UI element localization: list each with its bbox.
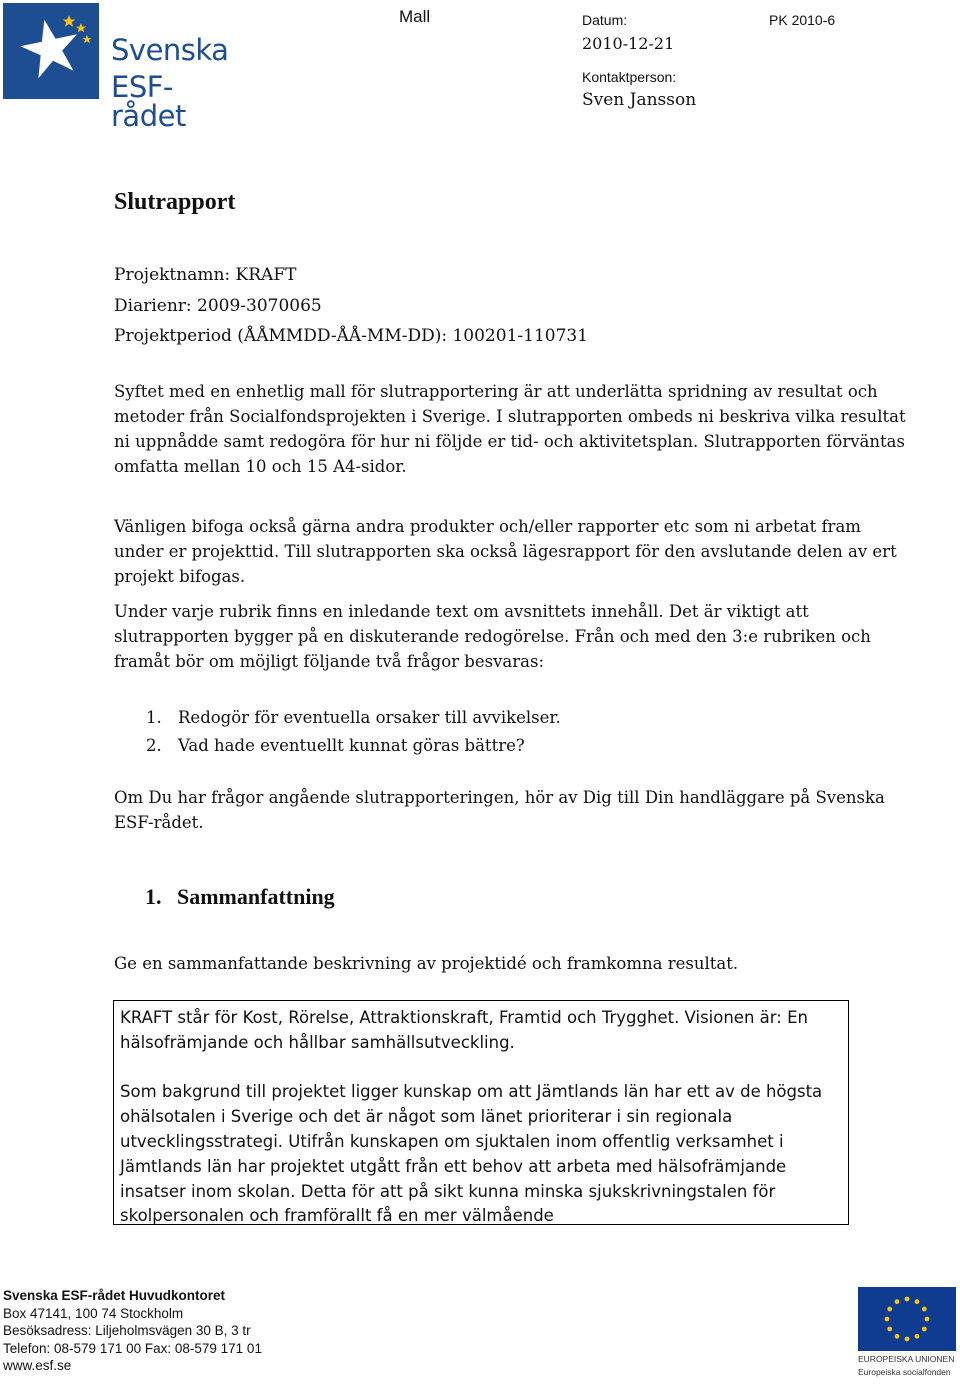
esf-logo bbox=[3, 3, 235, 133]
footer-phone: Telefon: 08-579 171 00 Fax: 08-579 171 01 bbox=[3, 1340, 262, 1356]
eu-caption-line1: EUROPEISKA UNIONEN bbox=[858, 1354, 955, 1364]
page-title: Slutrapport bbox=[114, 189, 236, 215]
section-number: 1. bbox=[145, 884, 162, 909]
project-name: Projektnamn: KRAFT bbox=[114, 265, 297, 285]
answer-paragraph: Som bakgrund till projektet ligger kunskap om att Jämtlands län har ett av de högsta ohälsotalen i Sverige och det är något som länet prioriterar i sin regionala utvecklingsstrategi. Utifrån kunskapen om sjuktalen inom offentlig verksamhet i Jämtlands län har projektet utgått från ett behov att arbeta med hälsofrämjande insatser inom skolan. Detta för att på sikt kunna minska sjukskrivningstalen för skolpersonalen och framförallt få en mer välmående bbox=[120, 1082, 823, 1225]
list-item-text: Redogör för eventuella orsaker till avvikelser. bbox=[178, 708, 561, 727]
intro-paragraph: Vänligen bifoga också gärna andra produkter och/eller rapporter etc som ni arbetat fram under er projekttid. Till slutrapporten ska också lägesrapport för den avslutande delen av ert projekt bifogas. bbox=[114, 517, 897, 586]
footer-address bbox=[3, 1287, 262, 1375]
eu-caption-line2: Europeiska socialfonden bbox=[858, 1367, 951, 1377]
section-title: Sammanfattning bbox=[177, 884, 335, 909]
footer-web: www.esf.se bbox=[3, 1358, 72, 1374]
footer-box: Box 47141, 100 74 Stockholm bbox=[3, 1305, 184, 1321]
answer-paragraph: KRAFT står för Kost, Rörelse, Attraktionskraft, Framtid och Trygghet. Visionen är: En hälsofrämjande och hållbar samhällsutveckling. bbox=[120, 1008, 808, 1052]
answer-textbox[interactable] bbox=[113, 1000, 849, 1225]
logo-text-line1: Svenska bbox=[111, 33, 229, 67]
project-period: Projektperiod (ÅÅMMDD-ÅÅ-MM-DD): 100201-110731 bbox=[114, 326, 589, 346]
star-logo-icon bbox=[3, 3, 99, 99]
eu-flag-icon bbox=[858, 1287, 956, 1351]
section-heading bbox=[145, 884, 335, 910]
eu-logo bbox=[858, 1287, 958, 1377]
contact-paragraph: Om Du har frågor angående slutrapporteringen, hör av Dig till Din handläggare på Svenska ESF-rådet. bbox=[114, 788, 885, 832]
logo-text-line2: ESF-rådet bbox=[111, 70, 186, 133]
list-item-number: 1. bbox=[146, 708, 162, 727]
registration-number: Diarienr: 2009-3070065 bbox=[114, 296, 322, 316]
contact-label: Kontaktperson: bbox=[582, 69, 677, 85]
template-label: Mall bbox=[399, 7, 431, 26]
list-item-number: 2. bbox=[146, 736, 162, 755]
intro-paragraph: Under varje rubrik finns en inledande text om avsnittets innehåll. Det är viktigt att slutrapporten bygger på en diskuterande redogörelse. Från och med den 3:e rubriken och framåt bör om möjligt följande två frågor besvaras: bbox=[114, 602, 871, 671]
footer-org: Svenska ESF-rådet Huvudkontoret bbox=[3, 1288, 226, 1303]
list-item-text: Vad hade eventuellt kunnat göras bättre? bbox=[178, 736, 525, 755]
contact-value: Sven Jansson bbox=[582, 90, 697, 110]
document-code: PK 2010-6 bbox=[769, 12, 836, 28]
date-value: 2010-12-21 bbox=[582, 34, 675, 53]
footer-visit: Besöksadress: Liljeholmsvägen 30 B, 3 tr bbox=[3, 1323, 251, 1339]
date-label: Datum: bbox=[582, 12, 628, 28]
section-instruction: Ge en sammanfattande beskrivning av projektidé och framkomna resultat. bbox=[114, 954, 739, 973]
intro-paragraph: Syftet med en enhetlig mall för slutrapportering är att underlätta spridning av resultat och metoder från Socialfondsprojekten i Sverige. I slutrapporten ombeds ni beskriva vilka resultat ni uppnådde samt redogöra för hur ni följde er tid- och aktivitetsplan. Slutrapporten förväntas omfatta mellan 10 och 15 A4-sidor. bbox=[114, 382, 906, 476]
